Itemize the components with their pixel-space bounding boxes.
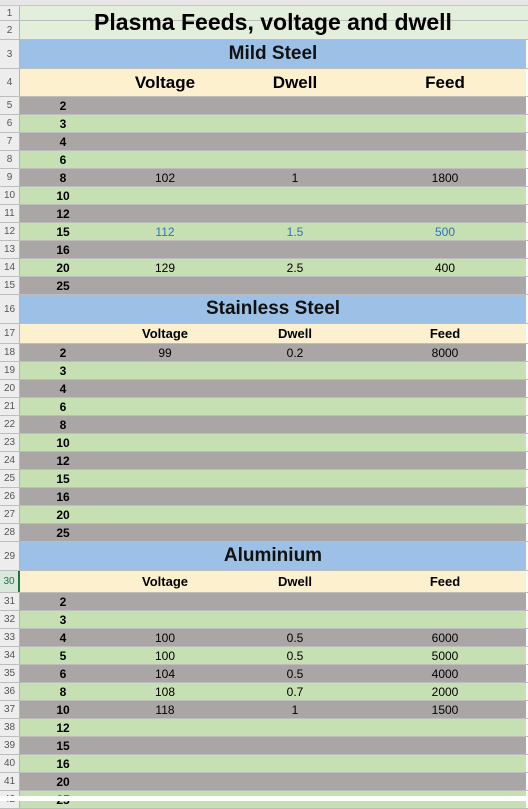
sheet-row [0,187,528,205]
row-number[interactable]: 13 [0,241,20,258]
voltage-cell[interactable] [110,380,220,397]
data-row-cells[interactable] [20,277,526,294]
voltage-cell[interactable] [110,187,220,204]
dwell-cell[interactable] [240,488,350,505]
feed-cell[interactable] [390,524,500,541]
sheet-row [0,324,528,344]
sheet-row [0,542,528,571]
data-row-cells[interactable] [20,506,526,523]
sheet-row [0,416,528,434]
data-row-cells[interactable] [20,683,526,700]
sheet-row [0,151,528,169]
dwell-cell[interactable] [240,524,350,541]
row-number[interactable]: 19 [0,362,20,379]
data-row-cells[interactable] [20,701,526,718]
data-row-cells[interactable] [20,259,526,276]
dwell-cell[interactable]: 1.5 [286,224,304,239]
row-number[interactable]: 33 [0,629,20,646]
data-row-cells[interactable] [20,133,526,150]
feed-cell[interactable] [390,380,500,397]
voltage-cell[interactable] [110,115,220,132]
thickness-cell[interactable]: 4 [59,134,67,149]
dwell-cell[interactable]: 1 [291,702,299,717]
voltage-cell[interactable] [110,470,220,487]
row-number[interactable]: 35 [0,665,20,682]
thickness-cell[interactable]: 8 [59,684,67,699]
dwell-cell[interactable] [240,362,350,379]
sheet-row [0,593,528,611]
data-row-cells[interactable] [20,362,526,379]
thickness-cell[interactable]: 16 [56,242,70,257]
thickness-cell[interactable]: 15 [56,471,70,486]
thickness-cell[interactable]: 2 [59,345,67,360]
dwell-cell[interactable] [240,755,350,772]
thickness-cell[interactable]: 10 [56,188,70,203]
thickness-cell[interactable]: 16 [56,756,70,771]
thickness-cell[interactable]: 20 [56,774,70,789]
sheet-row [0,398,528,416]
row-number[interactable]: 34 [0,647,20,664]
thickness-cell[interactable]: 12 [56,206,70,221]
spreadsheet-grid [0,6,528,809]
dwell-cell[interactable]: 2.5 [286,260,304,275]
data-row-cells[interactable] [20,169,526,186]
row-number[interactable]: 2 [0,21,20,39]
thickness-cell[interactable]: 12 [56,453,70,468]
voltage-cell[interactable] [110,524,220,541]
voltage-cell[interactable]: 112 [155,224,175,239]
data-row-cells[interactable] [20,719,526,736]
sheet-row [0,737,528,755]
row-number[interactable]: 1 [0,6,20,20]
voltage-cell[interactable] [110,488,220,505]
voltage-cell[interactable]: 100 [154,648,176,663]
data-row-cells[interactable] [20,647,526,664]
thickness-cell[interactable]: 15 [56,224,70,239]
dwell-cell[interactable] [240,115,350,132]
voltage-cell[interactable] [110,452,220,469]
sheet-row [0,380,528,398]
section-header-aluminium[interactable] [20,542,526,570]
dwell-cell[interactable] [240,611,350,628]
row-number[interactable]: 22 [0,416,20,433]
row-number[interactable]: 40 [0,755,20,772]
row-number[interactable]: 12 [0,223,20,240]
row-number[interactable]: 24 [0,452,20,469]
sheet-row [0,115,528,133]
title-cell[interactable] [20,6,526,39]
sheet-row [0,647,528,665]
voltage-cell[interactable] [110,755,220,772]
dwell-cell[interactable]: 1 [291,170,299,185]
dwell-cell[interactable] [240,452,350,469]
data-row-cells[interactable] [20,665,526,682]
window-bottom-edge [0,796,528,801]
data-row-cells[interactable] [20,416,526,433]
dwell-cell[interactable] [240,241,350,258]
row-number[interactable]: 38 [0,719,20,736]
row-number[interactable]: 39 [0,737,20,754]
row-number[interactable]: 6 [0,115,20,132]
dwell-cell[interactable] [240,773,350,790]
dwell-cell[interactable] [240,205,350,222]
dwell-cell[interactable]: 0.5 [286,630,304,645]
voltage-cell[interactable] [110,434,220,451]
section-title: Aluminium [223,545,323,566]
sheet-row [0,205,528,223]
sheet-title: Plasma Feeds, voltage and dwell [94,9,452,35]
dwell-heading: Dwell [278,574,312,589]
voltage-cell[interactable]: 108 [154,684,176,699]
feed-cell[interactable]: 8000 [431,345,459,360]
dwell-heading: Dwell [272,72,318,92]
thickness-cell[interactable]: 25 [56,278,70,293]
thickness-cell[interactable]: 15 [56,738,70,753]
voltage-cell[interactable] [110,97,220,114]
sheet-row [0,629,528,647]
data-row-cells[interactable] [20,223,526,240]
dwell-cell[interactable]: 0.2 [286,345,304,360]
sheet-row [0,611,528,629]
voltage-cell[interactable] [110,593,220,610]
feed-cell[interactable] [390,115,500,132]
voltage-cell[interactable]: 118 [155,702,175,717]
dwell-cell[interactable]: 0.5 [286,648,304,663]
column-headings-row[interactable] [20,571,526,592]
feed-cell[interactable] [390,416,500,433]
thickness-cell[interactable]: 8 [59,417,67,432]
voltage-cell[interactable] [110,133,220,150]
feed-heading: Feed [429,574,461,589]
dwell-cell[interactable] [240,97,350,114]
sheet-row [0,295,528,324]
feed-heading: Feed [425,72,465,92]
row-number[interactable]: 29 [0,542,20,570]
feed-cell[interactable] [390,205,500,222]
data-row-cells[interactable] [20,773,526,790]
sheet-row [0,133,528,151]
row-number[interactable]: 23 [0,434,20,451]
sheet-row [0,755,528,773]
thickness-cell[interactable]: 2 [59,594,67,609]
voltage-cell[interactable]: 100 [154,630,176,645]
thickness-cell[interactable]: 4 [59,381,67,396]
thickness-cell[interactable]: 20 [56,507,70,522]
row-number[interactable]: 9 [0,169,20,186]
voltage-cell[interactable]: 129 [154,260,176,275]
data-row-cells[interactable] [20,187,526,204]
dwell-cell[interactable] [240,416,350,433]
sheet-row [0,571,528,593]
feed-cell[interactable] [390,398,500,415]
row-number[interactable]: 5 [0,97,20,114]
dwell-cell[interactable] [240,133,350,150]
feed-cell[interactable] [390,151,500,168]
data-row-cells[interactable] [20,470,526,487]
voltage-cell[interactable] [110,277,220,294]
thickness-cell[interactable]: 12 [56,720,70,735]
sheet-row [0,452,528,470]
thickness-cell[interactable]: 5 [59,648,67,663]
feed-cell[interactable]: 4000 [431,666,459,681]
row-number[interactable]: 21 [0,398,20,415]
section-header-mild-steel[interactable] [20,40,526,68]
row-number[interactable]: 7 [0,133,20,150]
sheet-row [0,524,528,542]
row-number[interactable]: 26 [0,488,20,505]
thickness-cell[interactable]: 20 [56,260,70,275]
data-row-cells[interactable] [20,593,526,610]
row-number[interactable]: 25 [0,470,20,487]
thickness-cell[interactable]: 10 [56,702,70,717]
sheet-row [0,701,528,719]
thickness-cell[interactable]: 3 [59,612,67,627]
feed-cell[interactable] [390,737,500,754]
thickness-cell[interactable]: 6 [59,152,67,167]
sheet-row [0,241,528,259]
column-headings-row[interactable] [20,324,526,343]
feed-cell[interactable] [390,97,500,114]
feed-cell[interactable] [390,470,500,487]
voltage-cell[interactable] [110,151,220,168]
thickness-cell[interactable]: 4 [59,630,67,645]
row-number[interactable]: 4 [0,69,20,96]
voltage-cell[interactable] [110,611,220,628]
dwell-cell[interactable] [240,719,350,736]
sheet-row [0,40,528,69]
thickness-cell[interactable]: 25 [56,525,70,540]
thickness-cell[interactable]: 2 [59,98,67,113]
data-row-cells[interactable] [20,205,526,222]
voltage-cell[interactable] [110,362,220,379]
sheet-row [0,97,528,115]
row-number[interactable]: 32 [0,611,20,628]
thickness-cell[interactable]: 3 [59,363,67,378]
voltage-cell[interactable] [110,416,220,433]
feed-cell[interactable] [390,755,500,772]
section-title: Stainless Steel [205,298,341,319]
voltage-heading: Voltage [134,72,196,92]
dwell-cell[interactable]: 0.7 [286,684,304,699]
row-number[interactable]: 20 [0,380,20,397]
data-row-cells[interactable] [20,398,526,415]
feed-cell[interactable] [390,593,500,610]
feed-cell[interactable]: 1800 [431,170,459,185]
feed-cell[interactable] [390,506,500,523]
row-number[interactable]: 36 [0,683,20,700]
row-number[interactable]: 14 [0,259,20,276]
sheet-row [0,277,528,295]
dwell-cell[interactable] [240,506,350,523]
row-number[interactable]: 17 [0,324,20,343]
section-header-stainless-steel[interactable] [20,295,526,323]
row-number[interactable]: 16 [0,295,20,323]
sheet-row [0,69,528,97]
column-headings-row[interactable] [20,69,526,96]
sheet-row [0,362,528,380]
thickness-cell[interactable]: 16 [56,489,70,504]
row-number-active[interactable]: 30 [0,571,20,592]
dwell-cell[interactable] [240,151,350,168]
dwell-heading: Dwell [278,326,312,341]
sheet-row [0,470,528,488]
row-number[interactable]: 28 [0,524,20,541]
thickness-cell[interactable]: 6 [59,666,67,681]
data-row-cells[interactable] [20,434,526,451]
sheet-row [0,259,528,277]
data-row-cells[interactable] [20,755,526,772]
data-row-cells[interactable] [20,611,526,628]
row-number[interactable]: 10 [0,187,20,204]
voltage-cell[interactable] [110,773,220,790]
thickness-cell[interactable]: 8 [59,170,67,185]
sheet-row [0,665,528,683]
thickness-cell[interactable]: 10 [56,435,70,450]
row-number[interactable]: 37 [0,701,20,718]
data-row-cells[interactable] [20,151,526,168]
dwell-cell[interactable] [240,470,350,487]
voltage-cell[interactable] [110,506,220,523]
sheet-row [0,344,528,362]
feed-cell[interactable]: 2000 [431,684,459,699]
sheet-row [0,434,528,452]
voltage-heading: Voltage [142,574,188,589]
dwell-cell[interactable] [240,187,350,204]
feed-heading: Feed [429,326,461,341]
data-row-cells[interactable] [20,629,526,646]
feed-cell[interactable]: 6000 [431,630,459,645]
row-number[interactable]: 3 [0,40,20,68]
row-number[interactable]: 15 [0,277,20,294]
feed-cell[interactable] [390,241,500,258]
thickness-cell[interactable]: 6 [59,399,67,414]
voltage-cell[interactable]: 104 [154,666,176,681]
dwell-cell[interactable] [240,398,350,415]
voltage-cell[interactable] [110,398,220,415]
sheet-row [0,683,528,701]
row-number[interactable]: 27 [0,506,20,523]
data-row-cells[interactable] [20,524,526,541]
sheet-row [0,773,528,791]
dwell-cell[interactable]: 0.5 [286,666,304,681]
data-row-cells[interactable] [20,115,526,132]
voltage-cell[interactable] [110,205,220,222]
thickness-cell[interactable]: 3 [59,116,67,131]
feed-cell[interactable] [390,362,500,379]
dwell-cell[interactable] [240,380,350,397]
feed-cell[interactable] [390,133,500,150]
data-row-cells[interactable] [20,344,526,361]
section-title: Mild Steel [228,43,318,64]
row-number[interactable]: 8 [0,151,20,168]
feed-cell[interactable]: 5000 [431,648,459,663]
data-row-cells[interactable] [20,737,526,754]
sheet-row [0,719,528,737]
voltage-cell[interactable] [110,241,220,258]
voltage-cell[interactable] [110,719,220,736]
sheet-row [0,169,528,187]
feed-cell[interactable]: 500 [434,224,456,239]
voltage-heading: Voltage [142,326,188,341]
row-number[interactable]: 11 [0,205,20,222]
data-row-cells[interactable] [20,97,526,114]
row-number[interactable]: 41 [0,773,20,790]
voltage-cell[interactable]: 99 [158,345,172,360]
row-number[interactable]: 18 [0,344,20,361]
voltage-cell[interactable] [110,737,220,754]
feed-cell[interactable] [390,452,500,469]
feed-cell[interactable] [390,277,500,294]
row-number[interactable]: 31 [0,593,20,610]
voltage-cell[interactable]: 102 [154,170,176,185]
feed-cell[interactable]: 400 [434,260,456,275]
dwell-cell[interactable] [240,277,350,294]
feed-cell[interactable] [390,488,500,505]
data-row-cells[interactable] [20,380,526,397]
sheet-row [0,506,528,524]
feed-cell[interactable]: 1500 [431,702,459,717]
feed-cell[interactable] [390,187,500,204]
sheet-row [0,223,528,241]
feed-cell[interactable] [390,611,500,628]
data-row-cells[interactable] [20,452,526,469]
sheet-row [0,488,528,506]
data-row-cells[interactable] [20,241,526,258]
feed-cell[interactable] [390,434,500,451]
feed-cell[interactable] [390,773,500,790]
dwell-cell[interactable] [240,593,350,610]
data-row-cells[interactable] [20,488,526,505]
feed-cell[interactable] [390,719,500,736]
dwell-cell[interactable] [240,737,350,754]
dwell-cell[interactable] [240,434,350,451]
